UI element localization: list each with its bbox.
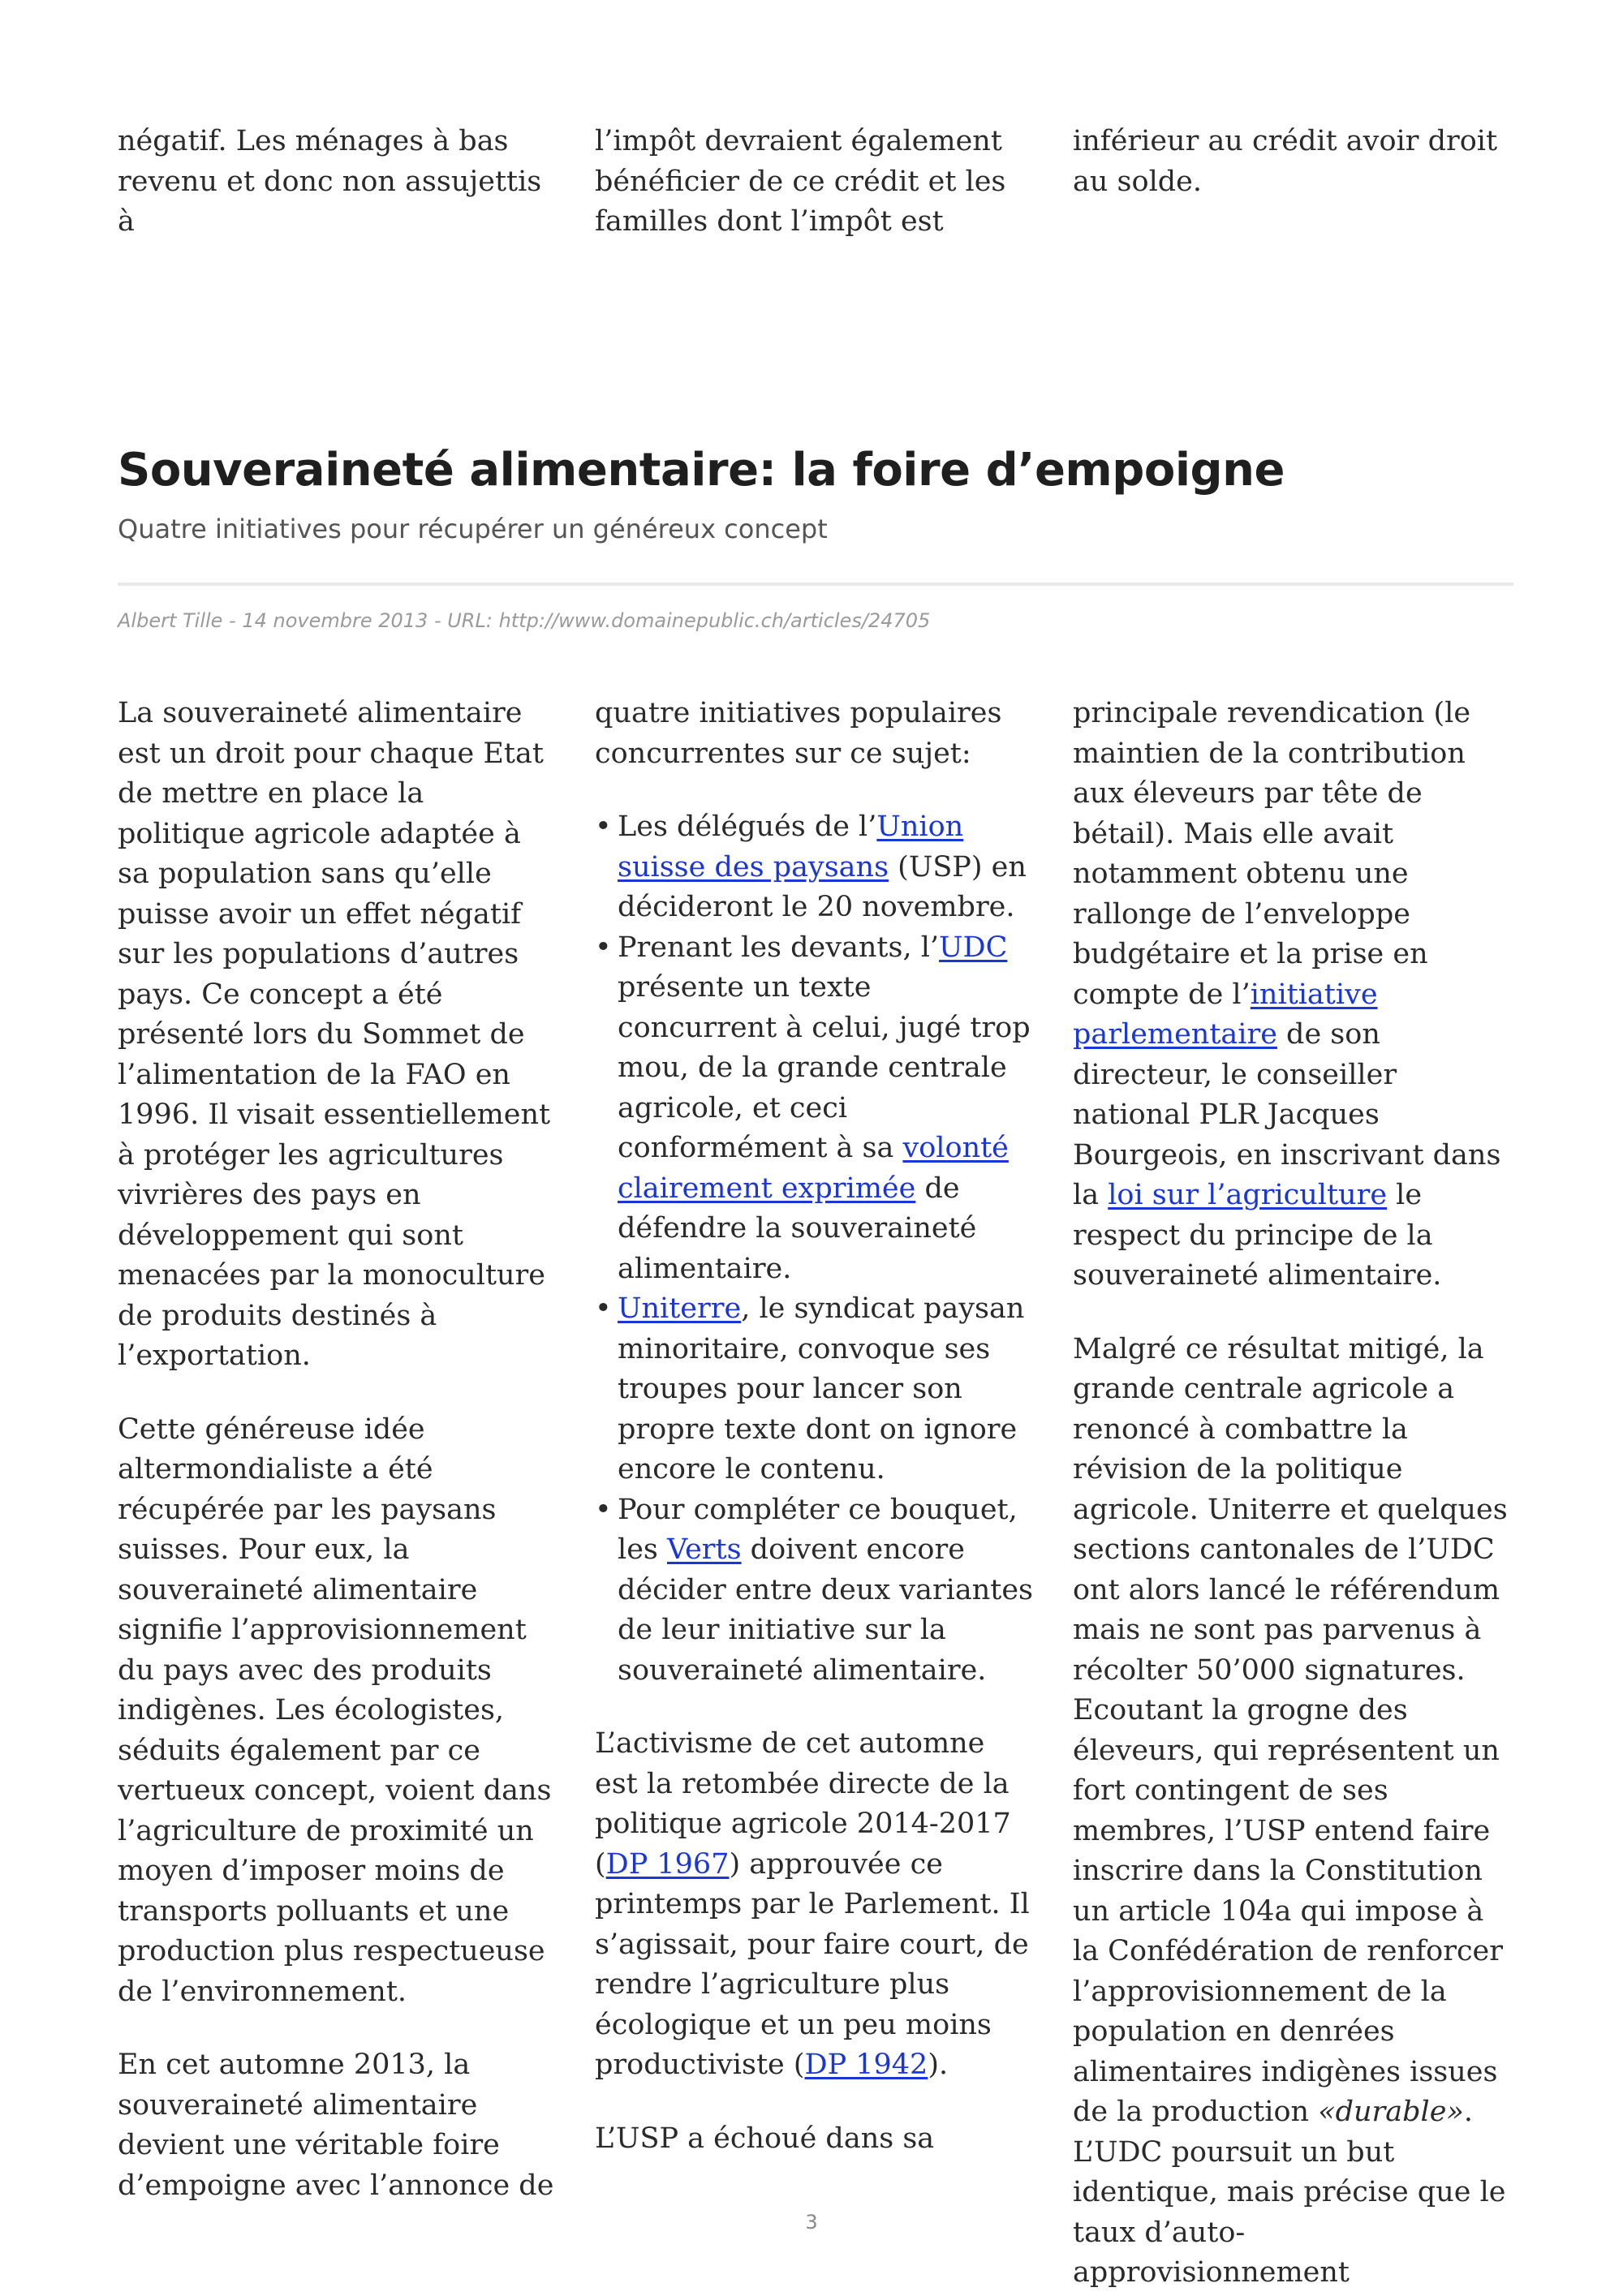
link-initiative-parlementaire[interactable]: initiative parlementaire xyxy=(1073,978,1378,1051)
paragraph: La souveraineté alimentaire est un droit pour chaque Etat de mettre en place la politique agricole adaptée à sa population sans qu’elle puisse avoir un effet négatif sur les populations d’autres pays. Ce concept a été présenté lors du Sommet de l’alimentation de la FAO en 1996. Il visait essentiellement à protéger les agricultures vivrières des pays en développement qui sont menacées par la monoculture de produits destinés à l’exportation. xyxy=(118,697,551,1372)
emphasis: «durable» xyxy=(1318,2096,1464,2128)
header-divider xyxy=(118,583,1513,586)
text-span: ). xyxy=(928,2049,949,2081)
text-span: , le syndicat paysan minoritaire, convoque ses troupes pour lancer son propre texte dont on ignore encore le contenu. xyxy=(618,1292,1025,1486)
text-span: Les délégués de l’ xyxy=(618,810,877,843)
list-item xyxy=(618,928,1033,1290)
article-meta: Albert Tille - 14 novembre 2013 - URL: http://www.domainepublic.ch/articles/24705 xyxy=(118,609,931,632)
previous-article-column-1 xyxy=(118,122,556,243)
previous-article-column-2 xyxy=(595,122,1033,243)
link-dp-1967[interactable]: DP 1967 xyxy=(605,1847,730,1881)
page-number: 3 xyxy=(805,2211,818,2234)
text-span: . L’UDC poursuit un but identique, mais précise que le taux d’auto-approvisionnement xyxy=(1073,2096,1506,2289)
previous-article-column-3 xyxy=(1073,122,1511,202)
link-dp-1942[interactable]: DP 1942 xyxy=(804,2049,928,2081)
article-subtitle: Quatre initiatives pour récupérer un généreux concept xyxy=(118,514,828,544)
article-title: Souveraineté alimentaire: la foire d’empoigne xyxy=(118,444,1285,497)
initiatives-list xyxy=(595,807,1033,1691)
link-volonte-clairement-exprimee[interactable]: volonté clairement exprimée xyxy=(618,1132,1009,1205)
article-column-2 xyxy=(595,694,1033,2159)
paragraph xyxy=(1073,694,1511,1296)
text-span: de son directeur, le conseiller national PLR Jacques Bourgeois, en inscrivant dans la xyxy=(1073,1018,1501,1211)
list-item xyxy=(618,1289,1033,1490)
link-udc[interactable]: UDC xyxy=(939,931,1008,964)
text-span: Pour compléter ce bouquet, les xyxy=(618,1493,1018,1566)
link-uniterre[interactable]: Uniterre xyxy=(618,1292,742,1325)
article-column-3 xyxy=(1073,694,1511,2294)
text-span: ) approuvée ce printemps par le Parlement. Il s’agissait, pour faire court, de rendre l’agriculture plus écologique et un peu moins productiviste ( xyxy=(595,1847,1030,2081)
article-column-1 xyxy=(118,694,556,2206)
paragraph: L’USP a échoué dans sa xyxy=(595,2122,935,2155)
text-span: Malgré ce résultat mitigé, la grande centrale agricole a renoncé à combattre la révision de la politique agricole. Uniterre et quelques sections cantonales de l’UDC ont alors lancé le référendum mais ne sont pas parvenus à récolter 50’000 signatures. Ecoutant la grogne des éleveurs, qui représentent un fort contingent de ses membres, l’USP entend faire inscrire dans la Constitution un article 104a qui impose à la Confédération de renforcer l’approvisionnement de la population en denrées alimentaires indigènes issues de la production xyxy=(1073,1332,1508,2128)
paragraph xyxy=(1073,1330,1511,2294)
link-union-suisse-des-paysans[interactable]: Union suisse des paysans xyxy=(618,810,964,884)
paragraph: quatre initiatives populaires concurrentes sur ce sujet: xyxy=(595,697,1002,770)
link-loi-sur-agriculture[interactable]: loi sur l’agriculture xyxy=(1108,1179,1388,1211)
text-span: L’activisme de cet automne est la retombée directe de la politique agricole 2014-2017 ( xyxy=(595,1727,1011,1881)
paragraph: En cet automne 2013, la souveraineté alimentaire devient une véritable foire d’empoigne avec l’annonce de xyxy=(118,2049,554,2202)
list-item xyxy=(618,1490,1033,1692)
paragraph: l’impôt devraient également bénéficier de ce crédit et les familles dont l’impôt est xyxy=(595,125,1006,238)
list-item xyxy=(618,807,1033,928)
text-span: le respect du principe de la souveraineté alimentaire. xyxy=(1073,1179,1442,1292)
text-span: (USP) en décideront le 20 novembre. xyxy=(618,850,1027,923)
link-verts[interactable]: Verts xyxy=(667,1533,742,1566)
text-span: Prenant les devants, l’ xyxy=(618,931,940,964)
text-span: de défendre la souveraineté alimentaire. xyxy=(618,1172,977,1285)
text-span: présente un texte concurrent à celui, jugé trop mou, de la grande centrale agricole, et ceci conformément à sa xyxy=(618,971,1031,1164)
paragraph xyxy=(595,1724,1033,2086)
paragraph: négatif. Les ménages à bas revenu et donc non assujettis à xyxy=(118,125,542,238)
paragraph: inférieur au crédit avoir droit au solde. xyxy=(1073,125,1498,198)
text-span: principale revendication (le maintien de la contribution aux éleveurs par tête de bétail). Mais elle avait notamment obtenu une rallonge de l’enveloppe budgétaire et la prise en compte de l’ xyxy=(1073,697,1471,1011)
paragraph: Cette généreuse idée altermondialiste a été récupérée par les paysans suisses. Pour eux, la souveraineté alimentaire signifie l’approvisionnement du pays avec des produits indigènes. Les écologistes, séduits également par ce vertueux concept, voient dans l’agriculture de proximité un moyen d’imposer moins de transports polluants et une production plus respectueuse de l’environnement. xyxy=(118,1412,552,2008)
text-span: doivent encore décider entre deux variantes de leur initiative sur la souveraineté alimentaire. xyxy=(618,1533,1034,1687)
